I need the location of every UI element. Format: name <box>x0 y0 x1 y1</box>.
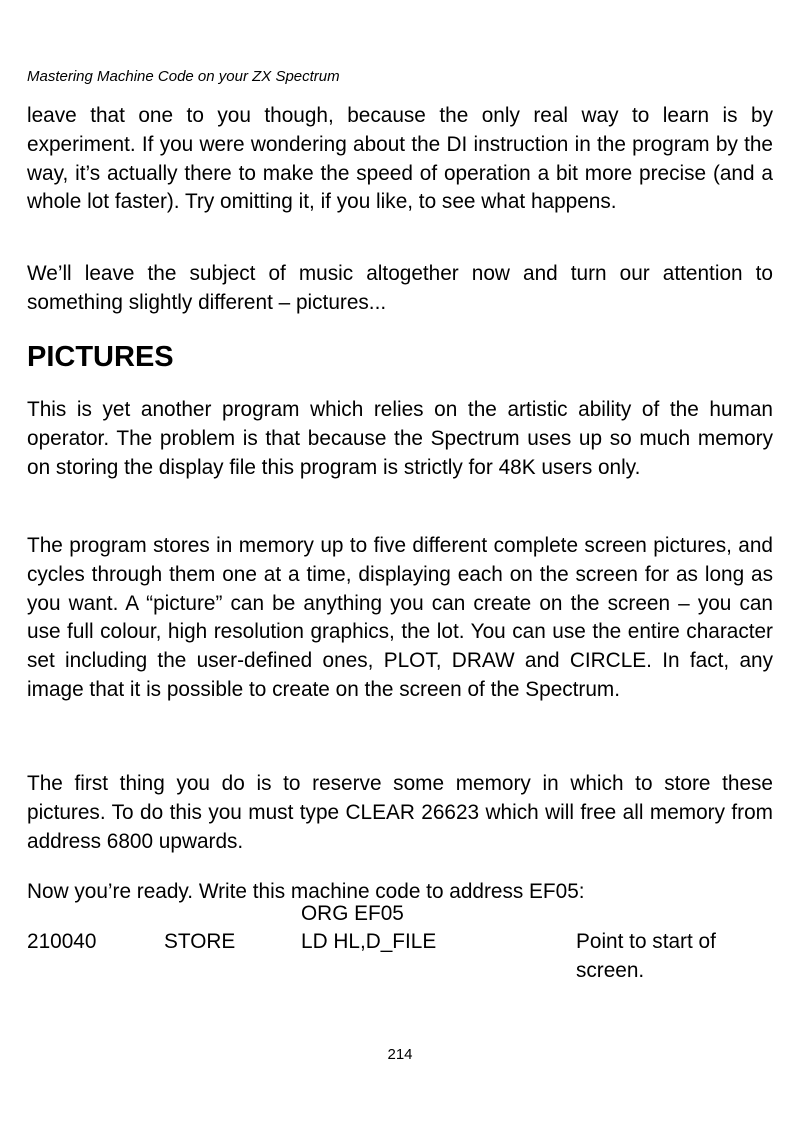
code-instruction: ORG EF05 <box>301 902 404 925</box>
code-label: STORE <box>164 930 236 953</box>
paragraph-reserve-memory: The first thing you do is to reserve some memory in which to store these pictures. To do this you must type CLEAR 26623 which will free all memory from address 6800 upwards. <box>27 772 773 853</box>
code-listing-row <box>27 928 773 988</box>
paragraph-music-transition: We’ll leave the subject of music altogether now and turn our attention to something slightly different – pictures... <box>27 262 773 314</box>
paragraph-pictures-description: The program stores in memory up to five different complete screen pictures, and cycles through them one at a time, displaying each on the screen for as long as you want. A “picture” can be anything you can create on the screen – you can use full colour, high resolution graphics, the lot. You can use the entire character set including the user-defined ones, PLOT, DRAW and CIRCLE. In fact, any image that it is possible to create on the screen of the Spectrum. <box>27 534 773 701</box>
code-address: 210040 <box>27 930 97 953</box>
code-listing <box>27 900 773 990</box>
paragraph-pictures-intro: This is yet another program which relies on the artistic ability of the human operator. The problem is that because the Spectrum uses up so much memory on storing the display file this program is strictly for 48K users only. <box>27 398 773 479</box>
paragraph-continuation: leave that one to you though, because the only real way to learn is by experiment. If you were wondering about the DI instruction in the program by the way, it’s actually there to make the speed of operation a bit more precise (and a whole lot faster). Try omitting it, if you like, to see what happens. <box>27 104 773 214</box>
code-comment: Point to start of screen. <box>576 930 716 982</box>
section-heading: PICTURES <box>27 341 174 373</box>
page-number: 214 <box>387 1046 413 1063</box>
code-instruction: LD HL,D_FILE <box>301 930 437 953</box>
paragraph-write-code: Now you’re ready. Write this machine code to address EF05: <box>27 880 585 903</box>
running-header: Mastering Machine Code on your ZX Spectrum <box>27 68 340 85</box>
